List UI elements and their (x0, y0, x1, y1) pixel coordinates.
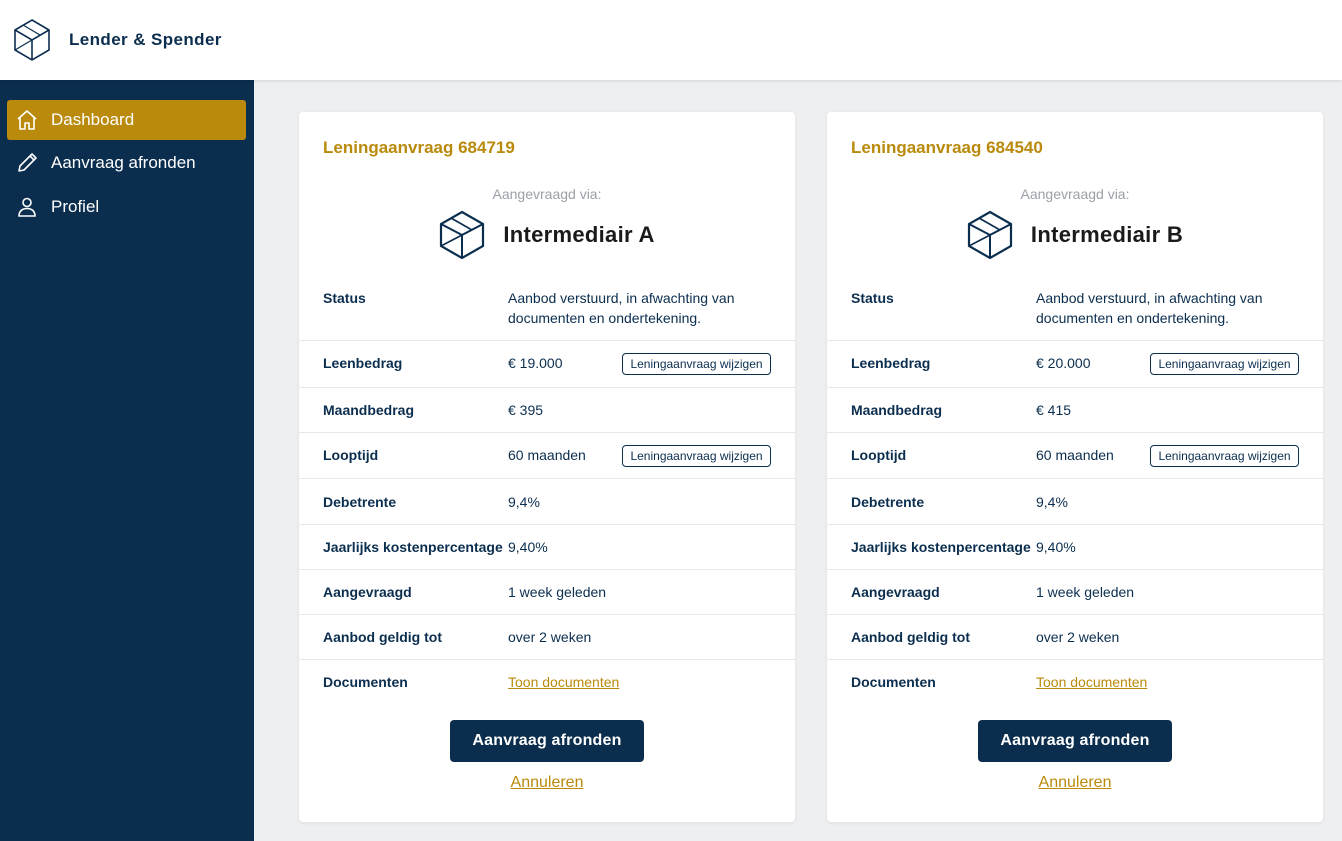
row-debit-rate (827, 478, 1323, 524)
sidebar-item-aanvraag-afronden[interactable] (7, 143, 246, 183)
row-label: Documenten (851, 674, 936, 690)
row-monthly-amount (299, 387, 795, 432)
loan-request-card (827, 112, 1323, 822)
row-loan-amount (827, 340, 1323, 387)
show-documents-link[interactable]: Toon documenten (1036, 674, 1148, 690)
row-label: Looptijd (323, 447, 379, 463)
row-value: over 2 weken (1036, 629, 1120, 645)
intermediary (827, 210, 1323, 260)
row-label: Leenbedrag (851, 355, 931, 371)
sidebar-item-dashboard[interactable] (7, 100, 246, 140)
sidebar-item-label: Aanvraag afronden (51, 153, 196, 172)
row-value: 60 maanden (508, 447, 586, 463)
row-value: 1 week geleden (508, 584, 607, 600)
row-offer-valid (299, 614, 795, 659)
row-label: Aanbod geldig tot (323, 629, 442, 645)
card-title: Leningaanvraag 684540 (851, 138, 1043, 157)
cancel-link (827, 774, 1323, 792)
row-label: Documenten (323, 674, 408, 690)
brand[interactable] (14, 19, 222, 61)
row-value (508, 672, 619, 692)
row-apr (827, 524, 1323, 569)
brand-name: Lender & Spender (69, 30, 222, 49)
row-value (1036, 672, 1147, 692)
intermediary (299, 210, 795, 260)
row-requested (827, 569, 1323, 614)
cancel-link-text[interactable]: Annuleren (510, 774, 584, 791)
row-value: € 395 (508, 402, 544, 418)
top-bar (0, 0, 1342, 80)
row-label: Leenbedrag (323, 355, 403, 371)
sidebar-item-label: Profiel (51, 197, 100, 216)
via-label: Aangevraagd via: (1020, 186, 1130, 202)
row-label: Status (323, 290, 366, 306)
row-label: Looptijd (851, 447, 907, 463)
row-value: 9,40% (508, 539, 548, 555)
intermediary-name: Intermediair A (503, 222, 655, 247)
cancel-link (299, 774, 795, 792)
edit-loan-request-button[interactable]: Leningaanvraag wijzigen (1150, 445, 1299, 467)
intermediary-logo-icon (967, 210, 1013, 260)
row-label: Debetrente (851, 494, 925, 510)
row-value: Aanbod verstuurd, in afwachting van documenten en ondertekening. (1036, 290, 1263, 326)
row-value: over 2 weken (508, 629, 592, 645)
intermediary-logo-icon (439, 210, 485, 260)
pencil-icon (15, 151, 39, 175)
card-title: Leningaanvraag 684719 (323, 138, 515, 157)
row-value: 9,4% (1036, 494, 1068, 510)
row-label: Maandbedrag (851, 402, 943, 418)
via-label: Aangevraagd via: (492, 186, 602, 202)
row-label: Jaarlijks kostenpercentage (323, 539, 503, 555)
loan-request-card (299, 112, 795, 822)
row-label: Aangevraagd (851, 584, 940, 600)
row-term (827, 432, 1323, 478)
home-icon (15, 108, 39, 132)
row-value: € 20.000 (1036, 355, 1091, 371)
row-label: Maandbedrag (323, 402, 415, 418)
row-value: 1 week geleden (1036, 584, 1135, 600)
row-offer-valid (827, 614, 1323, 659)
row-label: Status (851, 290, 894, 306)
edit-loan-request-button[interactable]: Leningaanvraag wijzigen (622, 445, 771, 467)
row-label: Aangevraagd (323, 584, 412, 600)
row-documents (827, 659, 1323, 704)
row-apr (299, 524, 795, 569)
cancel-link-text[interactable]: Annuleren (1038, 774, 1112, 791)
row-requested (299, 569, 795, 614)
row-value: 9,4% (508, 494, 540, 510)
row-documents (299, 659, 795, 704)
intermediary-name: Intermediair B (1030, 222, 1184, 247)
row-debit-rate (299, 478, 795, 524)
row-monthly-amount (827, 387, 1323, 432)
user-icon (15, 195, 39, 219)
row-status (299, 282, 795, 340)
row-loan-amount (299, 340, 795, 387)
sidebar-item-profiel[interactable] (7, 187, 246, 227)
hexagon-cube-logo-icon (14, 19, 50, 61)
edit-loan-request-button[interactable]: Leningaanvraag wijzigen (622, 353, 771, 375)
row-status (827, 282, 1323, 340)
row-term (299, 432, 795, 478)
row-label: Debetrente (323, 494, 397, 510)
row-value: € 415 (1036, 402, 1072, 418)
row-label: Jaarlijks kostenpercentage (851, 539, 1031, 555)
row-value: 9,40% (1036, 539, 1076, 555)
complete-request-button[interactable]: Aanvraag afronden (978, 720, 1172, 762)
row-value: Aanbod verstuurd, in afwachting van documenten en ondertekening. (508, 290, 735, 326)
row-value: € 19.000 (508, 355, 563, 371)
row-value: 60 maanden (1036, 447, 1114, 463)
show-documents-link[interactable]: Toon documenten (508, 674, 620, 690)
sidebar (0, 80, 254, 841)
edit-loan-request-button[interactable]: Leningaanvraag wijzigen (1150, 353, 1299, 375)
row-label: Aanbod geldig tot (851, 629, 970, 645)
complete-request-button[interactable]: Aanvraag afronden (450, 720, 644, 762)
sidebar-item-label: Dashboard (51, 110, 135, 129)
